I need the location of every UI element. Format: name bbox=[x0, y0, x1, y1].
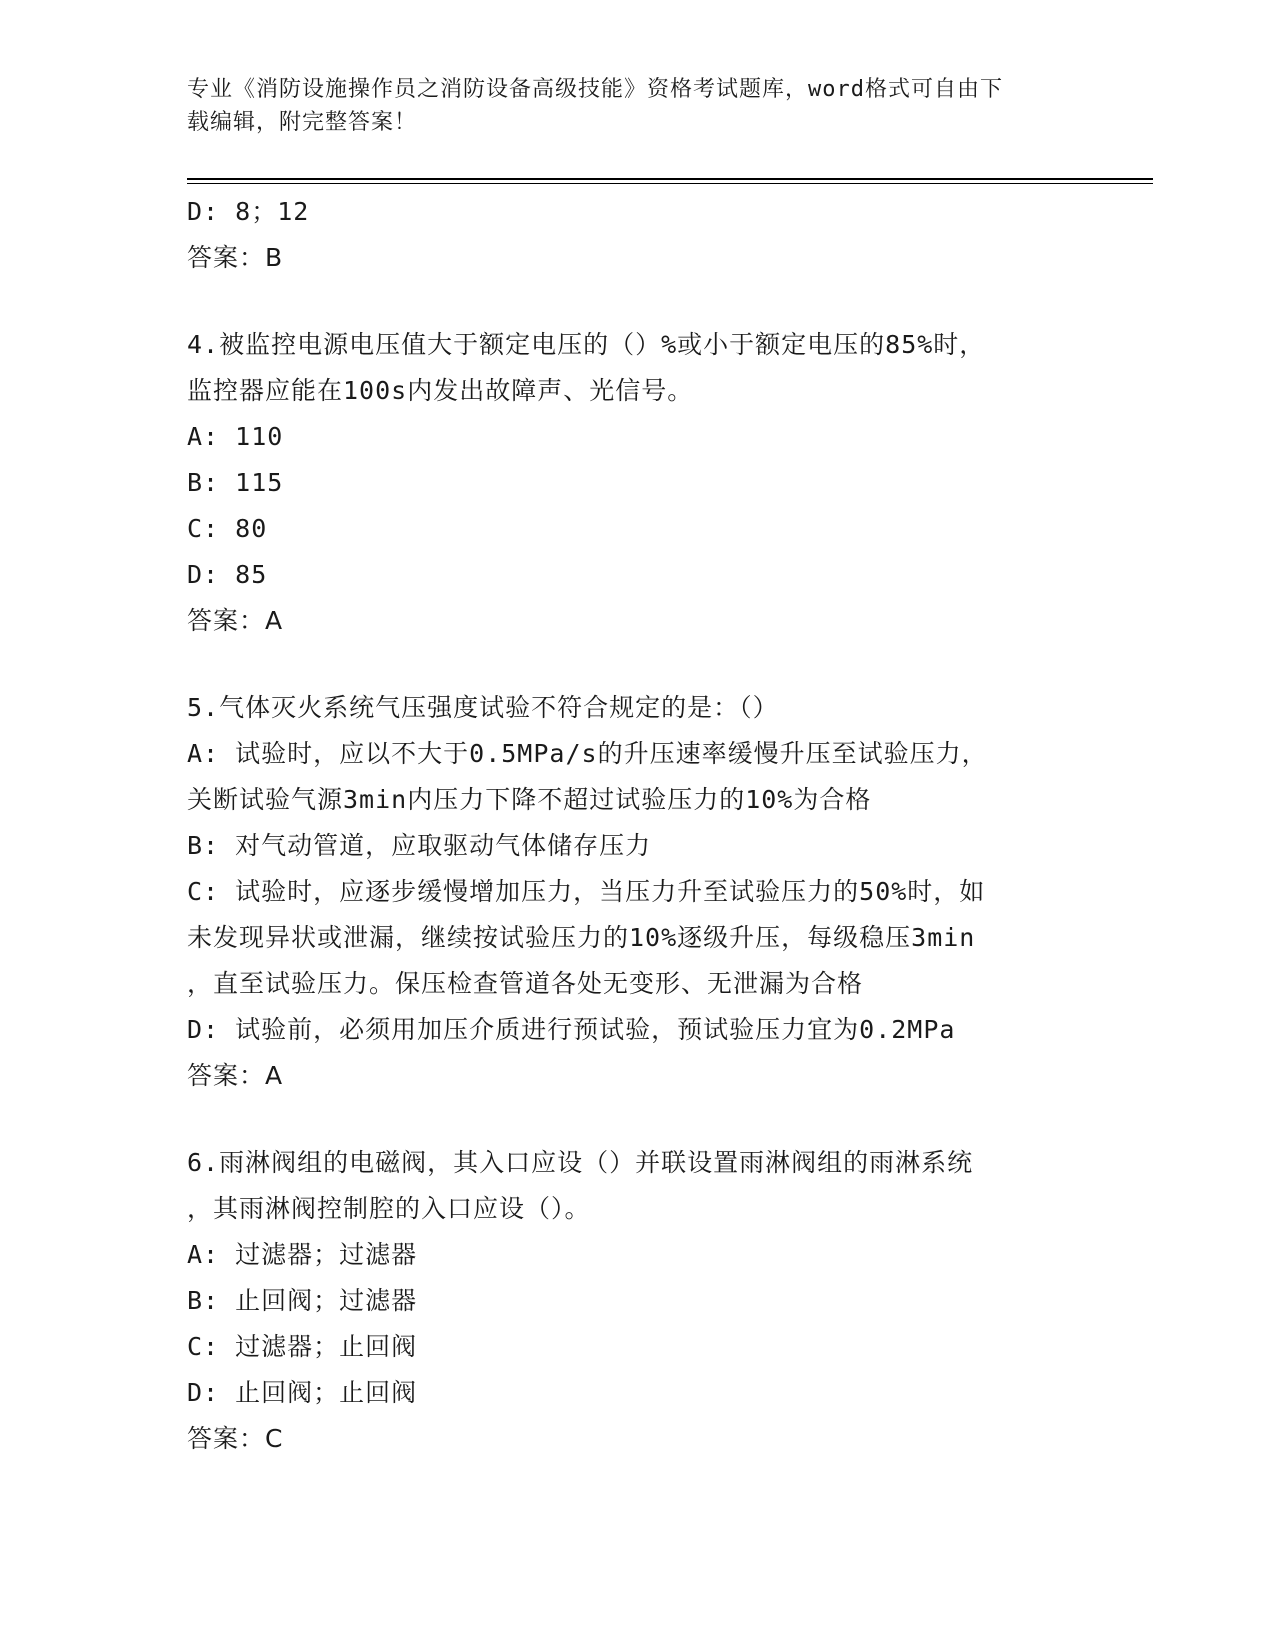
question-4 bbox=[187, 322, 1087, 644]
question-stem-continued: 监控器应能在100s内发出故障声、光信号。 bbox=[187, 376, 694, 405]
option-a-continued: 关断试验气源3min内压力下降不超过试验压力的10%为合格 bbox=[187, 785, 872, 814]
question-stem-continued: ，其雨淋阀控制腔的入口应设（）。 bbox=[187, 1194, 591, 1223]
question-stem: 6.雨淋阀组的电磁阀，其入口应设（）并联设置雨淋阀组的雨淋系统 bbox=[187, 1148, 974, 1177]
option-d: D: 试验前，必须用加压介质进行预试验，预试验压力宜为0.2MPa bbox=[187, 1015, 956, 1044]
answer: 答案：C bbox=[187, 1424, 284, 1453]
option-c: C: 过滤器；止回阀 bbox=[187, 1332, 418, 1361]
header-line-2: 载编辑，附完整答案！ bbox=[187, 110, 418, 135]
option-a: A: 110 bbox=[187, 422, 284, 451]
option-b: B: 115 bbox=[187, 468, 284, 497]
header-line-1: 专业《消防设施操作员之消防设备高级技能》资格考试题库，word格式可自由下 bbox=[187, 77, 1003, 102]
option-b: B: 止回阀；过滤器 bbox=[187, 1286, 418, 1315]
option-c: C: 80 bbox=[187, 514, 268, 543]
answer: 答案：B bbox=[187, 243, 284, 272]
page-header bbox=[187, 73, 1067, 139]
option-a: A: 过滤器；过滤器 bbox=[187, 1240, 418, 1269]
question-3 bbox=[187, 189, 1087, 281]
option-c-continued: 未发现异状或泄漏，继续按试验压力的10%逐级升压，每级稳压3min bbox=[187, 923, 976, 952]
option-a: A: 试验时，应以不大于0.5MPa/s的升压速率缓慢升压至试验压力， bbox=[187, 739, 988, 768]
option-c: C: 试验时，应逐步缓慢增加压力，当压力升至试验压力的50%时，如 bbox=[187, 877, 986, 906]
answer: 答案：A bbox=[187, 606, 284, 635]
question-stem: 5.气体灭火系统气压强度试验不符合规定的是：（） bbox=[187, 693, 779, 722]
question-5 bbox=[187, 685, 1087, 1099]
option-d: D: 85 bbox=[187, 560, 268, 589]
option-b: B: 对气动管道，应取驱动气体储存压力 bbox=[187, 831, 652, 860]
option-d: D: 8；12 bbox=[187, 197, 310, 226]
question-list bbox=[187, 189, 1087, 1462]
option-d: D: 止回阀；止回阀 bbox=[187, 1378, 418, 1407]
question-stem: 4.被监控电源电压值大于额定电压的（）%或小于额定电压的85%时， bbox=[187, 330, 986, 359]
spacer bbox=[187, 281, 1087, 322]
header-divider-thin bbox=[187, 183, 1153, 184]
spacer bbox=[187, 1099, 1087, 1140]
question-6 bbox=[187, 1140, 1087, 1462]
answer: 答案：A bbox=[187, 1061, 284, 1090]
header-divider-thick bbox=[187, 178, 1153, 180]
option-c-continued: ，直至试验压力。保压检查管道各处无变形、无泄漏为合格 bbox=[187, 969, 864, 998]
spacer bbox=[187, 644, 1087, 685]
